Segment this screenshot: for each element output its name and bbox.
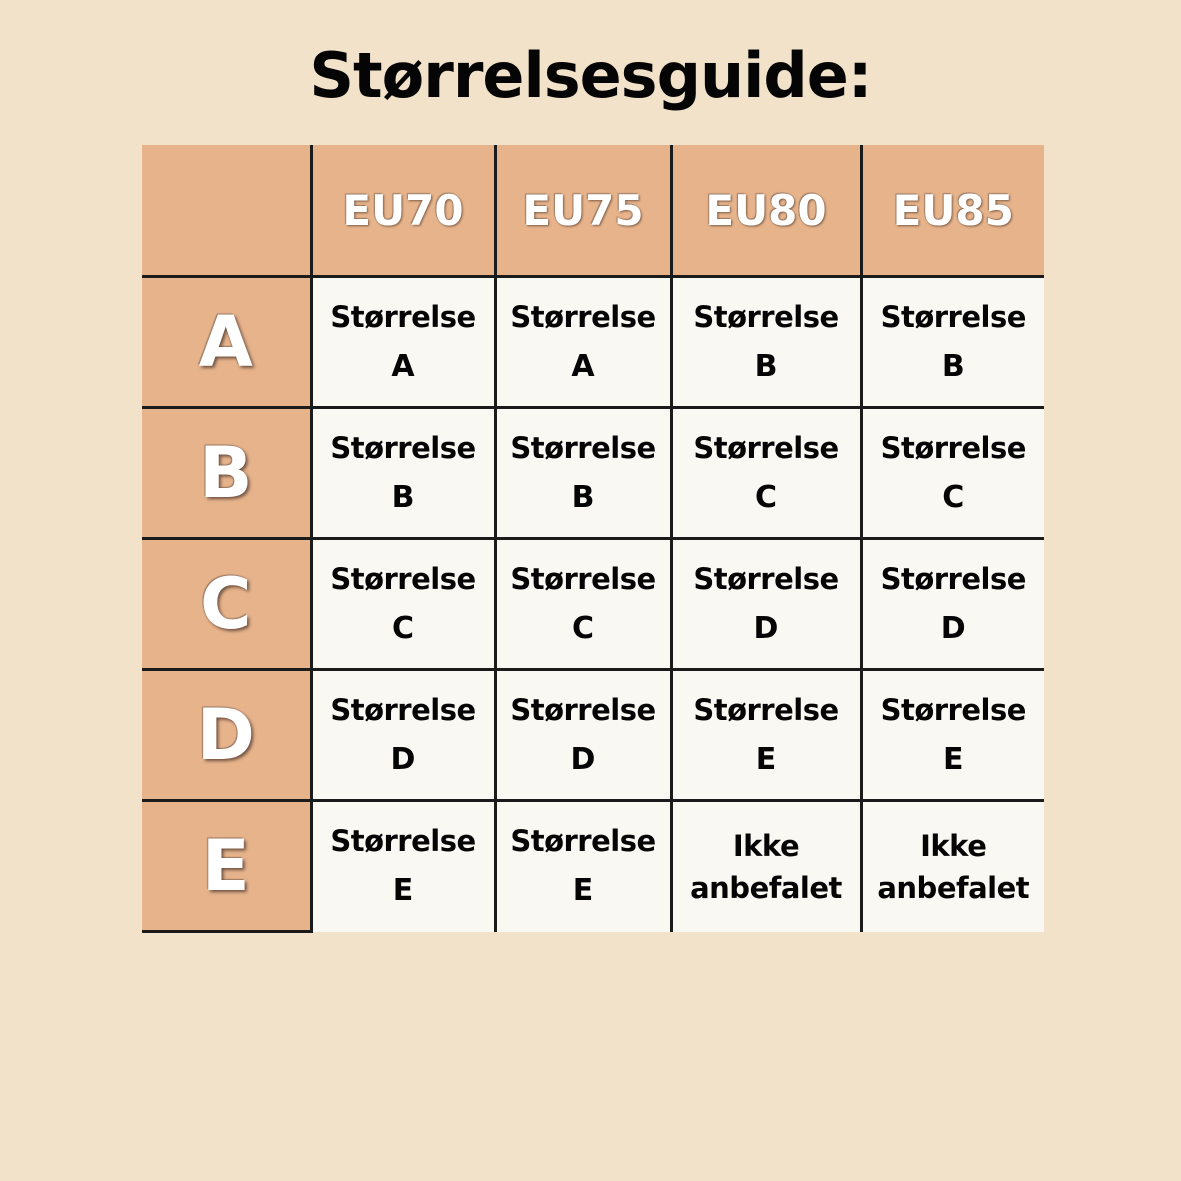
table-cell [495, 408, 671, 539]
cell-word: Størrelse [693, 561, 839, 596]
cell-word: Størrelse [510, 692, 656, 727]
table-cell [861, 670, 1044, 801]
cell-size-letter: B [941, 348, 965, 384]
table-cell [671, 408, 861, 539]
corner-cell [142, 145, 311, 277]
cell-note: anbefalet [877, 870, 1030, 905]
table-cell [495, 277, 671, 408]
table-cell [861, 539, 1044, 670]
header-row [142, 145, 1044, 277]
cell-word: Størrelse [880, 692, 1026, 727]
table-cell [311, 277, 495, 408]
cell-word: Størrelse [880, 561, 1026, 596]
table-cell [861, 277, 1044, 408]
cell-note: anbefalet [690, 870, 842, 905]
cell-word: Ikke [920, 828, 987, 863]
table-cell [671, 277, 861, 408]
cell-size-letter: C [754, 479, 778, 515]
table-cell [861, 408, 1044, 539]
table-cell [671, 539, 861, 670]
cell-size-letter: D [390, 741, 416, 777]
table-cell-not-recommended [861, 801, 1044, 932]
row-header-d: D [142, 670, 311, 801]
cell-word: Størrelse [330, 692, 476, 727]
table-cell [311, 408, 495, 539]
page-title: Størrelsesguide: [309, 39, 872, 112]
cell-size-letter: A [391, 348, 415, 384]
cell-word: Ikke [732, 828, 800, 863]
cell-word: Størrelse [330, 561, 476, 596]
cell-size-letter: E [572, 873, 594, 909]
row-header-e: E [142, 801, 311, 932]
table-cell-not-recommended [671, 801, 861, 932]
cell-size-letter: D [570, 741, 596, 777]
table-cell [495, 539, 671, 670]
table-cell [311, 801, 495, 932]
cell-size-letter: A [571, 348, 595, 384]
cell-word: Størrelse [510, 430, 656, 465]
cell-size-letter: C [942, 479, 965, 515]
table-row-c [142, 539, 1044, 670]
cell-size-letter: B [571, 479, 595, 515]
cell-size-letter: D [753, 610, 779, 646]
table-cell [495, 670, 671, 801]
cell-size-letter: B [391, 479, 415, 515]
cell-word: Størrelse [510, 299, 656, 334]
table-row-b [142, 408, 1044, 539]
cell-size-letter: E [755, 741, 777, 777]
row-header-b: B [142, 408, 311, 539]
cell-word: Størrelse [330, 824, 476, 859]
cell-word: Størrelse [693, 430, 839, 465]
column-header-eu75: EU75 [495, 145, 671, 277]
cell-word: Størrelse [880, 299, 1026, 334]
table-cell [311, 539, 495, 670]
cell-size-letter: D [940, 610, 966, 646]
cell-word: Størrelse [330, 299, 476, 334]
table-cell [671, 670, 861, 801]
cell-word: Størrelse [693, 692, 839, 727]
cell-word: Størrelse [510, 561, 656, 596]
table-row-d [142, 670, 1044, 801]
cell-word: Størrelse [693, 299, 839, 334]
table-row-a [142, 277, 1044, 408]
cell-size-letter: B [754, 348, 778, 384]
cell-size-letter: E [943, 741, 964, 777]
cell-word: Størrelse [880, 430, 1026, 465]
column-header-eu85: EU85 [861, 145, 1044, 277]
row-header-c: C [142, 539, 311, 670]
table-cell [495, 801, 671, 932]
column-header-eu70: EU70 [311, 145, 495, 277]
cell-word: Størrelse [330, 430, 476, 465]
row-header-a: A [142, 277, 311, 408]
cell-size-letter: E [392, 873, 414, 909]
table-row-e [142, 801, 1044, 932]
cell-size-letter: C [571, 610, 595, 646]
size-guide-table [142, 145, 1044, 933]
table-cell [311, 670, 495, 801]
column-header-eu80: EU80 [671, 145, 861, 277]
cell-size-letter: C [391, 610, 415, 646]
cell-word: Størrelse [510, 824, 656, 859]
